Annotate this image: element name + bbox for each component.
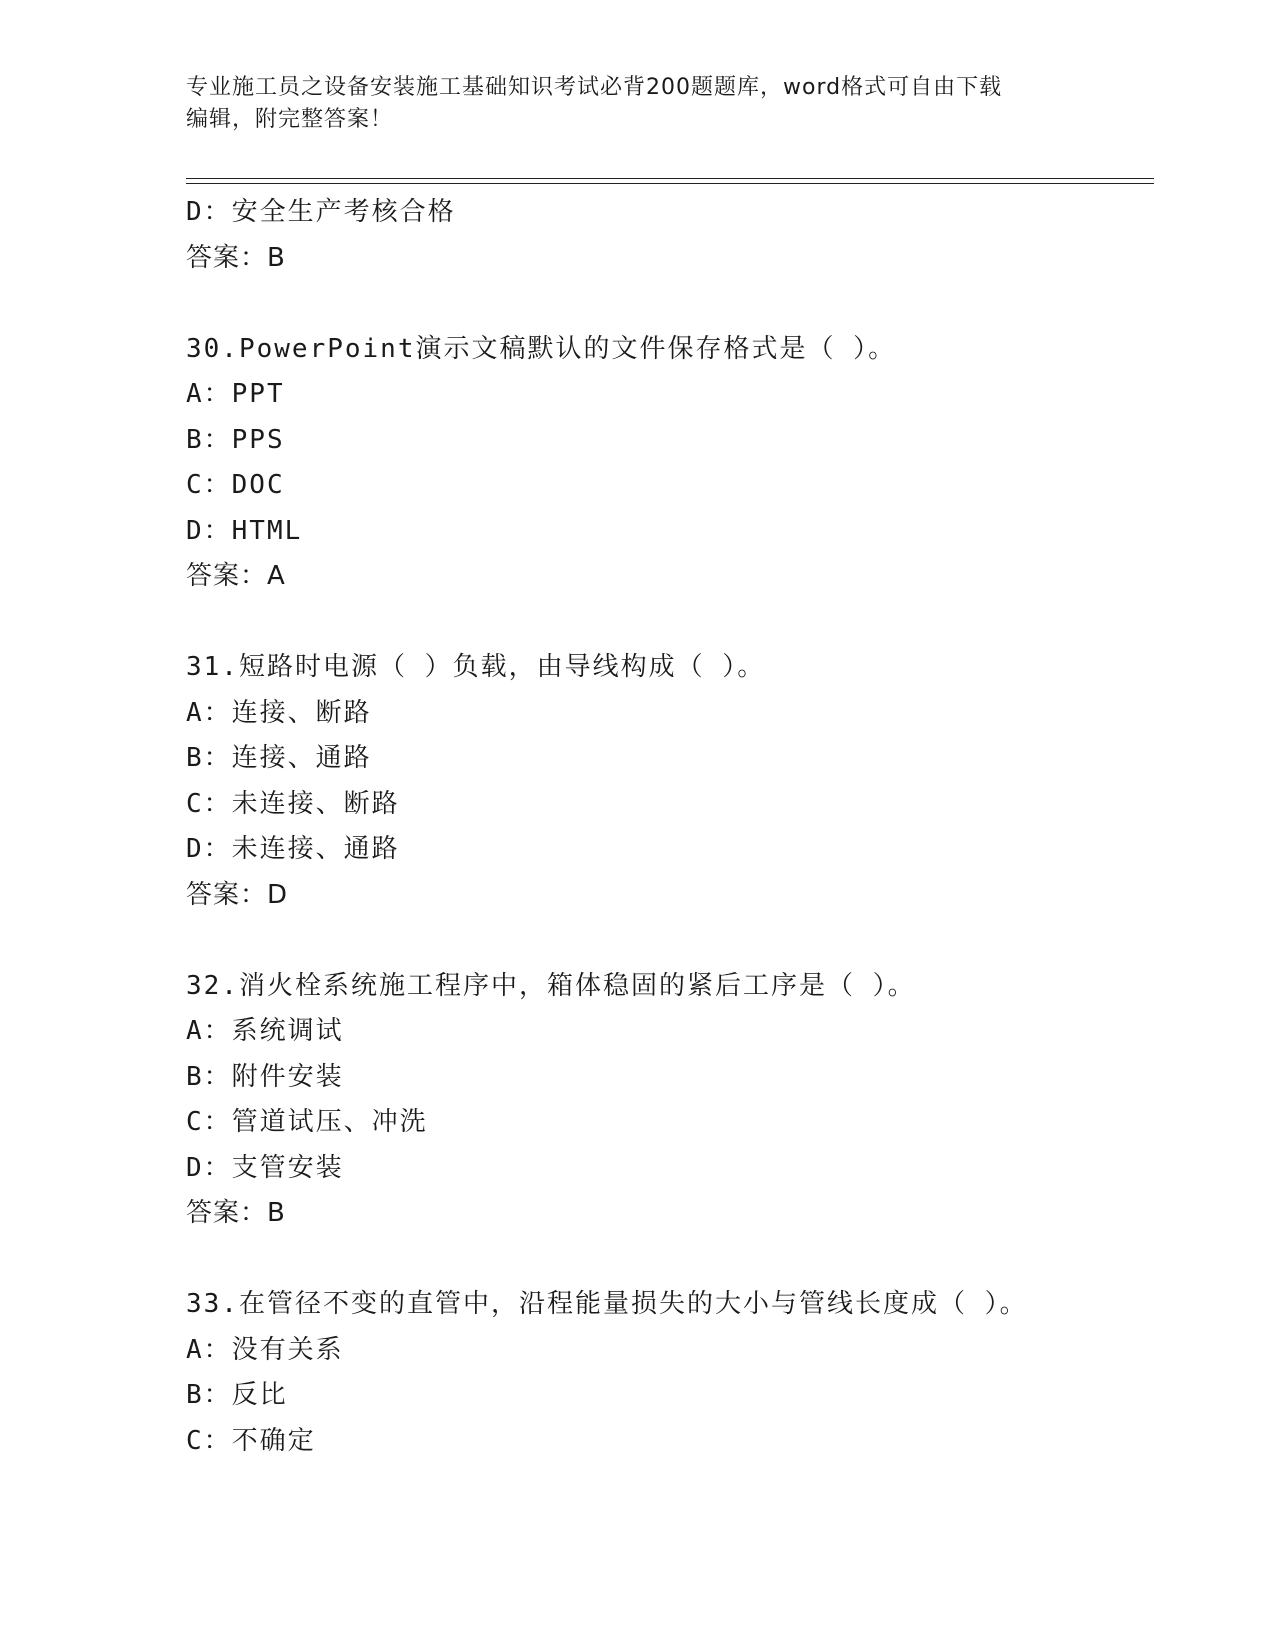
answer-line: 答案：B xyxy=(186,1198,286,1228)
question-stem: 30.PowerPoint演示文稿默认的文件保存格式是（ ）。 xyxy=(186,333,897,364)
question-stem: 31.短路时电源（ ）负载，由导线构成（ ）。 xyxy=(186,652,766,682)
question-33 xyxy=(186,1282,1146,1464)
spacer xyxy=(186,600,1146,646)
question-31 xyxy=(186,645,1146,918)
answer-line: 答案：D xyxy=(186,879,289,910)
spacer xyxy=(186,1237,1146,1283)
option-b: B：PPS xyxy=(186,424,285,455)
option-d: D：支管安装 xyxy=(186,1152,344,1183)
option-d: D：HTML xyxy=(186,515,303,546)
option-c: C：未连接、断路 xyxy=(186,788,400,819)
document-header xyxy=(186,72,1086,136)
answer-line: 答案：B xyxy=(186,242,286,273)
header-rule-bottom xyxy=(186,183,1154,184)
option-c: C：DOC xyxy=(186,470,285,500)
option-a: A：连接、断路 xyxy=(186,697,372,728)
option-d: D：未连接、通路 xyxy=(186,834,400,864)
question-30 xyxy=(186,327,1146,600)
option-b: B：反比 xyxy=(186,1380,288,1410)
question-list xyxy=(186,190,1146,1464)
question-stem: 33.在管径不变的直管中，沿程能量损失的大小与管线长度成（ ）。 xyxy=(186,1289,1028,1319)
spacer xyxy=(186,281,1146,327)
header-line-2: 编辑，附完整答案！ xyxy=(186,107,394,132)
option-a: A：没有关系 xyxy=(186,1334,344,1365)
question-32 xyxy=(186,964,1146,1237)
option-b: B：附件安装 xyxy=(186,1061,344,1092)
option-c: C：管道试压、冲洗 xyxy=(186,1107,428,1137)
option-d: D：安全生产考核合格 xyxy=(186,197,456,227)
option-a: A：系统调试 xyxy=(186,1016,344,1046)
header-line-1: 专业施工员之设备安装施工基础知识考试必背200题题库，word格式可自由下载 xyxy=(186,75,1003,100)
option-c: C：不确定 xyxy=(186,1425,316,1456)
spacer xyxy=(186,918,1146,964)
question-stem: 32.消火栓系统施工程序中，箱体稳固的紧后工序是（ ）。 xyxy=(186,970,916,1001)
option-b: B：连接、通路 xyxy=(186,743,372,773)
header-rule-top xyxy=(186,178,1154,179)
option-a: A：PPT xyxy=(186,379,285,409)
answer-line: 答案：A xyxy=(186,561,286,591)
